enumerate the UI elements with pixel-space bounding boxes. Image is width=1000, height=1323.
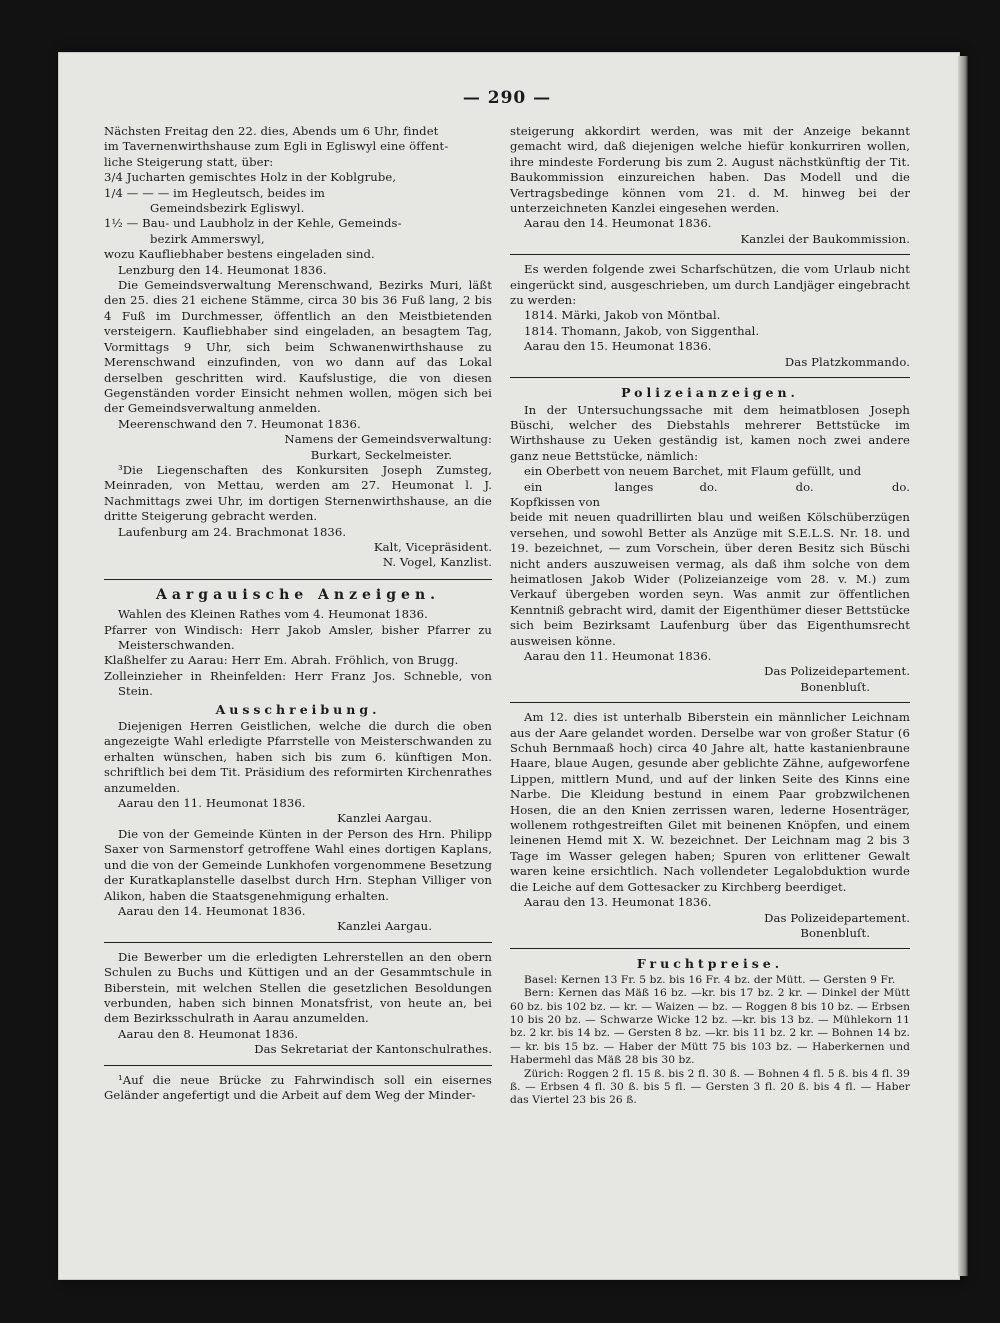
- ditto-3: do.: [891, 479, 910, 494]
- fruchtpreise-heading: Fruchtpreise.: [636, 956, 784, 972]
- bueschi-item-2-label: ein langes Kopfkissen von: [510, 479, 654, 509]
- zumsteg-sign-1: Kalt, Vicepräsident.: [373, 539, 492, 554]
- merenschwand-date: Meerenschwand den 7. Heumonat 1836.: [118, 416, 361, 431]
- ausschreibung-heading: Ausschreibung.: [215, 701, 381, 717]
- polizei-heading: Polizeianzeigen.: [621, 385, 799, 401]
- ditto-2: do.: [795, 479, 814, 494]
- egliswyl-item-4: 1½ — Bau- und Laubholz in der Kehle, Gemeinds-: [104, 216, 402, 231]
- zumsteg-notice: ³Die Liegenschaften des Konkursiten Joseph Zumsteg, Meinraden, von Mettau, werden am 27. Heumonat l. J. Nachmittags zwei Uhr, im dortigen Sternenwirthshause, an die dritte Steigerung gebracht werden.: [104, 462, 492, 524]
- right-column: [510, 124, 910, 1108]
- bruecke-notice: ¹Auf die neue Brücke zu Fahrwindisch soll ein eisernes Geländer angefertigt und die Arbeit auf dem Weg der Minder-: [104, 1072, 492, 1102]
- wahlen-line: Wahlen des Kleinen Rathes vom 4. Heumonat 1836.: [118, 607, 428, 622]
- bern-prices: Bern: Kernen das Mäß 16 bz. —kr. bis 17 bz. 2 kr. — Dinkel der Mütt 60 bz. bis 102 bz. — kr. — Waizen — bz. — Roggen 8 bis 10 bz. — Erbsen 10 bis 20 bz. — Schwarze Wicke 12 bz. —kr. bis 13 bz. — Mühlekorn 11 bz. 2 kr. bis 14 bz. — Gersten 8 bz. —kr. bis 11 bz. 2 kr. — Bohnen 14 bz. — kr. bis 15 bz. — Haber der Mütt 75 bis 103 bz. — Haberkernen und Habermehl das Mäß 28 bis 30 bz.: [510, 987, 910, 1067]
- bueschi-item-2: [510, 480, 910, 511]
- pfarrer-windisch: Pfarrer von Windisch: Herr Jakob Amsler, bisher Pfarrer zu Meisterschwanden.: [104, 622, 492, 652]
- section-rule-6: [510, 702, 910, 703]
- lehrer-sign: Das Sekretariat der Kantonschulrathes.: [254, 1042, 492, 1057]
- bruecke-notice-cont: steigerung akkordirt werden, was mit der Anzeige bekannt gemacht wird, daß diejenigen welche hiefür konkurriren wollen, ihre mindeste Forderung bis zum 2. August nächstkünftig der Tit. Baukommission einzureichen haben. Das Modell und die Vertragsbedinge können vom 21. d. M. hinweg bei der unterzeichneten Kanzlei eingesehen werden.: [510, 124, 910, 216]
- bueschi-date: Aarau den 11. Heumonat 1836.: [524, 649, 712, 663]
- section-rule-3: [104, 1065, 492, 1066]
- scharfschuetzen-sign: Das Platzkommando.: [784, 354, 910, 369]
- egliswyl-notice-tail: wozu Kaufliebhaber bestens eingeladen sind.: [104, 247, 375, 262]
- merenschwand-sign-2: Burkart, Seckelmeister.: [310, 447, 452, 462]
- leichnam-notice: Am 12. dies ist unterhalb Biberstein ein männlicher Leichnam aus der Aare gelandet worden. Derselbe war von großer Statur (6 Schuh Bernmaaß hoch) circa 40 Jahre alt, hatte kastanienbraune Haare, blaue Augen, gesunde aber geblichte Zähne, aufgeworfene Lippen, mittlern Mund, und auf der linken Seite des Kinns eine Narbe. Die Kleidung bestund in einem Paar grobzwilchenen Hosen, die an den Knien zerrissen waren, lederne Hosenträger, wollenem rothgestreiften Gilet mit beinenen Knöpfen, und einem leinenen Hemd mit X. W. bezeichnet. Der Leichnam mag 2 bis 3 Tage im Wasser gelegen haben; Spuren von erlittener Gewalt waren keine ersichtlich. Nach vollendeter Legalobduktion wurde die Leiche auf dem Gottesacker zu Kirchberg beerdiget.: [510, 710, 910, 894]
- kuenten-date: Aarau den 14. Heumonat 1836.: [118, 903, 306, 918]
- leichnam-sign-2: Bonenbluſt.: [800, 925, 870, 940]
- egliswyl-item-1: 3/4 Jucharten gemischtes Holz in der Koblgrube,: [104, 170, 397, 185]
- egliswyl-item-5: bezirk Ammerswyl,: [150, 231, 265, 246]
- ausschreibung-text: Diejenigen Herren Geistlichen, welche die durch die oben angezeigte Wahl erledigte Pfarrstelle von Meisterschwanden zu erhalten wünschen, haben sich bis zum 6. künftigen Mon. schriftlich bei dem Tit. Präsidium des reformirten Kirchenrathes anzumelden.: [104, 719, 492, 795]
- egliswyl-item-3: Gemeindsbezirk Egliswyl.: [150, 201, 305, 216]
- zuerich-prices: Zürich: Roggen 2 fl. 15 ß. bis 2 fl. 30 ß. — Bohnen 4 fl. 5 ß. bis 4 fl. 39 ß. — Erbsen 4 fl. 30 ß. bis 5 fl. — Gersten 3 fl. 20 ß. bis 4 fl. — Haber das Viertel 23 bis 26 ß.: [510, 1067, 910, 1107]
- bueschi-notice-cont: beide mit neuen quadrillirten blau und weißen Kölschüberzügen versehen, und sowohl Better als Anzüge mit S.E.L.S. Nr. 18. und 19. bezeichnet, — zum Vorschein, über deren Besitz sich Büschi nicht anders auszuweisen vermag, als daß ihm solche von dem heimatlosen Jakob Wider (Polizeianzeige vom 28. v. M.) zum Verkauf übergeben worden seyn. Was anmit zur öffentlichen Kenntniß gebracht wird, damit der Eigenthümer dieser Bettstücke sich beim Bezirksamt Laufenburg über das Eigenthumsrecht ausweisen könne.: [510, 510, 910, 648]
- section-rule-2: [104, 942, 492, 943]
- ausschreibung-date: Aarau den 11. Heumonat 1836.: [118, 796, 306, 811]
- egliswyl-item-2: 1/4 — — — im Hegleutsch, beides im: [104, 185, 325, 200]
- aargau-heading: Aargauische Anzeigen.: [156, 586, 440, 603]
- section-rule-7: [510, 948, 910, 949]
- scharfschuetzen-notice: Es werden folgende zwei Scharfschützen, die vom Urlaub nicht eingerückt sind, ausgeschrieben, um durch Landjäger eingebracht zu werden:: [510, 262, 910, 308]
- section-rule-4: [510, 254, 910, 255]
- klasshelfer-aarau: Klaßhelfer zu Aarau: Herr Em. Abrah. Fröhlich, von Brugg.: [104, 653, 459, 668]
- scharfschuetzen-date: Aarau den 15. Heumonat 1836.: [524, 339, 712, 354]
- leichnam-sign-1: Das Polizeidepartement.: [764, 910, 910, 925]
- ausschreibung-sign: Kanzlei Aargau.: [337, 811, 432, 826]
- bruecke-date: Aarau den 14. Heumonat 1836.: [524, 216, 712, 231]
- egliswyl-notice-date: Lenzburg den 14. Heumonat 1836.: [118, 262, 327, 277]
- kuenten-notice: Die von der Gemeinde Künten in der Person des Hrn. Philipp Saxer von Sarmenstorf getroffene Wahl eines dortigen Kaplans, und die von der Gemeinde Lunkhofen vorgenommene Besetzung der Kuratkaplanstelle daselbst durch Hrn. Stephan Villiger von Alikon, haben die Staatsgenehmigung erhalten.: [104, 826, 492, 903]
- merenschwand-sign-1: Namens der Gemeindsverwaltung:: [284, 432, 492, 447]
- section-rule-5: [510, 377, 910, 378]
- egliswyl-notice-line-3: liche Steigerung statt, über:: [104, 154, 274, 169]
- basel-prices: Basel: Kernen 13 Fr. 5 bz. bis 16 Fr. 4 bz. der Mütt. — Gersten 9 Fr.: [524, 973, 896, 986]
- lehrer-date: Aarau den 8. Heumonat 1836.: [118, 1026, 299, 1041]
- lehrer-notice: Die Bewerber um die erledigten Lehrerstellen an den obern Schulen zu Buchs und Küttigen und an der Gesammtschule in Biberstein, mit welchen Stellen die gesetzlichen Besoldungen verbunden, haben sich binnen Monatsfrist, von heute an, bei dem Bezirksschulrath in Aarau anzumelden.: [104, 949, 492, 1026]
- section-rule: [104, 579, 492, 580]
- merenschwand-notice: Die Gemeindsverwaltung Merenschwand, Bezirks Muri, läßt den 25. dies 21 eichene Stämme, circa 30 bis 36 Fuß lang, 2 bis 4 Fuß im Durchmesser, öffentlich an den Meistbietenden versteigern. Kaufliebhaber sind eingeladen, an besagtem Tag, Vormittags 9 Uhr, sich beim Schwanenwirthshause zu Merenschwand einzufinden, von wo dann auf das Lokal derselben geschritten wird. Kaufslustige, die von diesen Gegenständen vorder Einsicht nehmen wollen, mögen sich bei der Gemeindsverwaltung anmelden.: [104, 278, 492, 416]
- zolleinzieher-rheinfelden: Zolleinzieher in Rheinfelden: Herr Franz Jos. Schneble, von Stein.: [104, 668, 492, 699]
- bueschi-item-1: ein Oberbett von neuem Barchet, mit Flaum gefüllt, und: [524, 464, 862, 479]
- bueschi-notice: In der Untersuchungssache mit dem heimatblosen Joseph Büschi, welcher des Diebstahls mehrerer Bettstücke im Wirthshause zu Ueken geständig ist, kamen noch zwei andere ganz neue Bettstücke, nämlich:: [510, 402, 910, 463]
- page-number: — 290 —: [462, 88, 552, 108]
- scharfschuetze-1: 1814. Märki, Jakob von Möntbal.: [524, 308, 721, 323]
- bueschi-sign-2: Bonenbluſt.: [800, 679, 870, 694]
- egliswyl-notice-line-1: Nächsten Freitag den 22. dies, Abends um 6 Uhr, findet: [104, 124, 439, 138]
- page-edge-shadow: [958, 56, 968, 1276]
- bruecke-sign: Kanzlei der Baukommission.: [740, 231, 910, 246]
- bueschi-sign-1: Das Polizeidepartement.: [764, 664, 910, 679]
- leichnam-date: Aarau den 13. Heumonat 1836.: [524, 895, 712, 910]
- ditto-1: do.: [699, 479, 718, 494]
- scharfschuetze-2: 1814. Thomann, Jakob, von Siggenthal.: [524, 323, 760, 338]
- zumsteg-sign-2: N. Vogel, Kanzlist.: [382, 555, 492, 570]
- kuenten-sign: Kanzlei Aargau.: [337, 919, 432, 934]
- egliswyl-notice-line-2: im Tavernenwirthshause zum Egli in Egliswyl eine öffent-: [104, 139, 449, 154]
- zumsteg-date: Laufenburg am 24. Brachmonat 1836.: [118, 524, 347, 539]
- left-column: [104, 124, 492, 1103]
